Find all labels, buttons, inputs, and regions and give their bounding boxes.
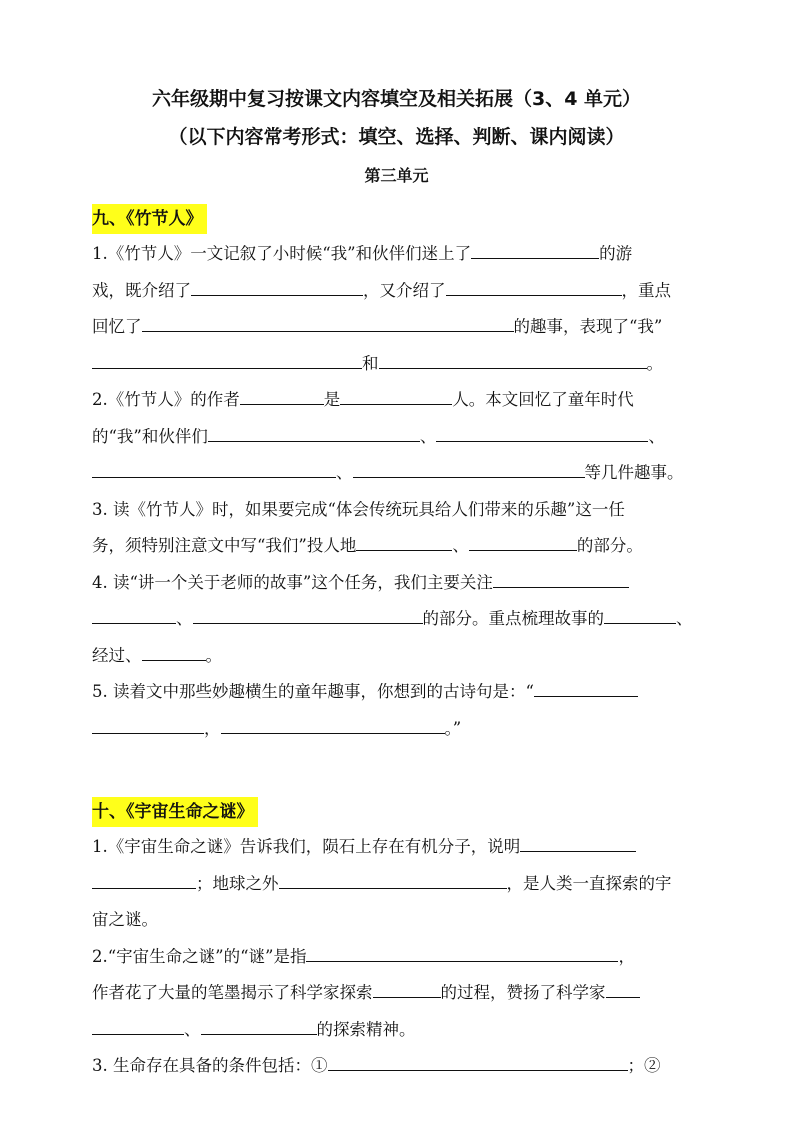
section-heading-10 bbox=[92, 795, 701, 829]
q-text: 的“我”和伙伴们 bbox=[92, 426, 208, 446]
q-text: 和 bbox=[362, 353, 379, 373]
q-text: 1.《宇宙生命之谜》告诉我们，陨石上存在有机分子，说明 bbox=[92, 837, 521, 856]
q-text: 的过程，赞扬了科学家 bbox=[440, 983, 606, 1002]
q-text: 、 bbox=[336, 463, 353, 482]
q-text: ， bbox=[204, 718, 221, 738]
blank[interactable] bbox=[142, 644, 206, 661]
blank[interactable] bbox=[604, 607, 676, 624]
blank[interactable] bbox=[279, 872, 507, 889]
blank[interactable] bbox=[92, 717, 204, 734]
q-text: 的游 bbox=[599, 244, 633, 263]
q-text: 宙之谜。 bbox=[92, 910, 158, 929]
q-text: 回忆了 bbox=[92, 317, 142, 336]
q-text: 的部分。 bbox=[576, 536, 643, 555]
blank[interactable] bbox=[221, 717, 445, 734]
q-text: 。 bbox=[205, 645, 222, 665]
q-text: 、 bbox=[648, 426, 665, 446]
blank[interactable] bbox=[92, 1018, 184, 1035]
q-text: ，重点 bbox=[621, 280, 671, 300]
question-10-3 bbox=[92, 1048, 701, 1085]
q-text: 2.“宇宙生命之谜”的“谜”是指 bbox=[92, 946, 307, 966]
blank[interactable] bbox=[201, 1018, 317, 1035]
blank[interactable] bbox=[92, 352, 362, 369]
section-title-10: 十、《宇宙生命之谜》 bbox=[92, 797, 258, 827]
q-text: 4. 读“讲一个关于老师的故事”这个任务，我们主要关注 bbox=[92, 572, 493, 592]
q-text: 的部分。重点梳理故事的 bbox=[422, 609, 604, 628]
q-text: 3. 生命存在具备的条件包括：① bbox=[92, 1056, 328, 1075]
q-text: ，又介绍了 bbox=[363, 280, 446, 300]
q-text: ；② bbox=[627, 1056, 661, 1075]
blank[interactable] bbox=[356, 534, 452, 551]
blank[interactable] bbox=[606, 981, 640, 998]
q-text: 。” bbox=[444, 718, 462, 738]
question-10-1 bbox=[92, 829, 701, 939]
page-subtitle: （以下内容常考形式：填空、选择、判断、课内阅读） bbox=[168, 126, 625, 148]
blank[interactable] bbox=[328, 1054, 628, 1071]
section-title-9: 九、《竹节人》 bbox=[92, 204, 207, 234]
blank[interactable] bbox=[240, 388, 324, 405]
blank[interactable] bbox=[520, 835, 636, 852]
blank[interactable] bbox=[340, 388, 452, 405]
blank[interactable] bbox=[306, 945, 618, 962]
q-text: 作者花了大量的笔墨揭示了科学家探索 bbox=[92, 983, 373, 1002]
q-text: 务，须特别注意文中写“我们”投人地 bbox=[92, 536, 357, 555]
q-text: ， bbox=[618, 946, 635, 966]
blank[interactable] bbox=[446, 279, 622, 296]
blank[interactable] bbox=[92, 607, 176, 624]
question-9-2 bbox=[92, 382, 701, 492]
blank[interactable] bbox=[469, 534, 577, 551]
question-9-3 bbox=[92, 492, 701, 565]
blank[interactable] bbox=[193, 607, 423, 624]
blank[interactable] bbox=[353, 461, 585, 478]
q-text: 等几件趣事。 bbox=[584, 463, 684, 482]
q-text: 、 bbox=[452, 536, 469, 555]
q-text: ；地球之外 bbox=[196, 873, 279, 893]
blank[interactable] bbox=[379, 352, 647, 369]
q-text: 。 bbox=[646, 353, 663, 373]
q-text: 3. 读《竹节人》时，如果要完成“体会传统玩具给人们带来的乐趣”这一任 bbox=[92, 499, 625, 519]
question-9-1 bbox=[92, 236, 701, 382]
q-text: 5. 读着文中那些妙趣横生的童年趣事，你想到的古诗句是：“ bbox=[92, 682, 534, 701]
blank[interactable] bbox=[493, 571, 629, 588]
q-text: 戏，既介绍了 bbox=[92, 280, 191, 300]
q-text: 1.《竹节人》一文记叙了小时候“我”和伙伴们迷上了 bbox=[92, 244, 472, 263]
blank[interactable] bbox=[436, 425, 648, 442]
q-text: 经过、 bbox=[92, 645, 142, 665]
question-10-2 bbox=[92, 939, 701, 1049]
question-9-5 bbox=[92, 674, 701, 747]
q-text: 、 bbox=[676, 609, 693, 628]
blank[interactable] bbox=[471, 242, 599, 259]
blank[interactable] bbox=[92, 461, 336, 478]
page-title: 六年级期中复习按课文内容填空及相关拓展（3、4 单元） bbox=[151, 88, 642, 110]
q-text: 、 bbox=[176, 609, 193, 628]
q-text: 是 bbox=[323, 390, 341, 409]
question-9-4 bbox=[92, 565, 701, 675]
q-text: 、 bbox=[184, 1019, 201, 1039]
q-text: 人。本文回忆了童年时代 bbox=[452, 390, 634, 409]
blank[interactable] bbox=[534, 680, 638, 697]
blank[interactable] bbox=[92, 872, 196, 889]
q-text: ，是人类一直探索的宇 bbox=[506, 873, 672, 893]
blank[interactable] bbox=[191, 279, 363, 296]
q-text: 的趣事，表现了“我” bbox=[513, 317, 663, 336]
q-text: 、 bbox=[419, 426, 437, 446]
unit-heading: 第三单元 bbox=[364, 166, 429, 185]
section-heading-9 bbox=[92, 202, 701, 236]
q-text: 2.《竹节人》的作者 bbox=[92, 390, 240, 409]
blank[interactable] bbox=[373, 981, 441, 998]
blank[interactable] bbox=[142, 315, 514, 332]
q-text: 的探索精神。 bbox=[316, 1019, 416, 1039]
blank[interactable] bbox=[208, 425, 420, 442]
